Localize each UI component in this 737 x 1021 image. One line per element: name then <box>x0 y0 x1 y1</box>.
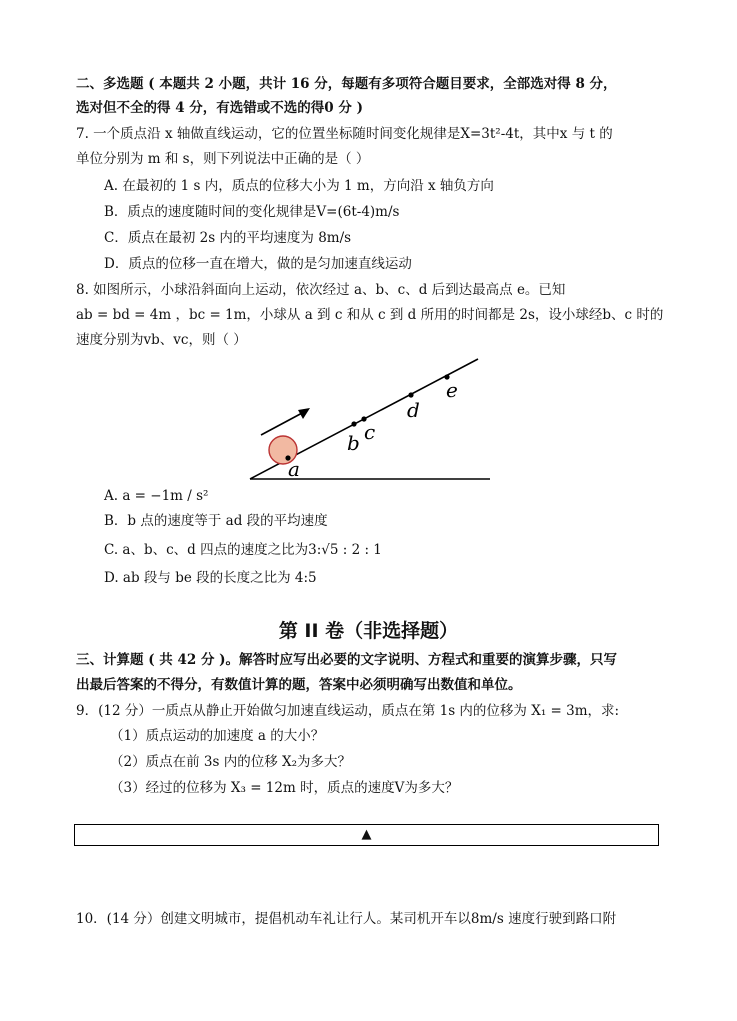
q9-part-2: （2）质点在前 3s 内的位移 X₂为多大？ <box>110 754 352 770</box>
q8-option-a: A. a = −1m / s² <box>104 488 209 504</box>
q9-part-3: （3）经过的位移为 X₃ = 12m 时，质点的速度V为多大？ <box>110 780 459 796</box>
q7-option-b: B．质点的速度随时间的变化规律是V=(6t-4)m/s <box>104 204 400 220</box>
label-b: b <box>347 431 360 455</box>
answer-box[interactable] <box>74 824 659 846</box>
q8-option-d: D. ab 段与 be 段的长度之比为 4:5 <box>104 570 317 586</box>
incline-figure <box>240 355 500 485</box>
q9-part-1: （1）质点运动的加速度 a 的大小？ <box>110 728 325 744</box>
label-a: a <box>288 457 300 481</box>
section3-header-line1: 三、计算题 ( 共 42 分 )。解答时应写出必要的文字说明、方程式和重要的演算步骤，只写 <box>76 652 618 668</box>
q7-stem-line2: 单位分别为 m 和 s，则下列说法中正确的是（ ） <box>76 151 370 167</box>
point-b <box>351 421 356 426</box>
part2-title: 第 II 卷（非选择题） <box>278 620 459 642</box>
label-c: c <box>364 420 376 444</box>
section2-header-line1: 二、多选题 ( 本题共 2 小题，共计 16 分，每题有多项符合题目要求，全部选对得 8 分， <box>76 76 617 92</box>
q7-stem-line1: 7. 一个质点沿 x 轴做直线运动，它的位置坐标随时间变化规律是X=3t²-4t，其中x 与 t 的 <box>76 126 613 142</box>
q10-stem: 10．(14 分）创建文明城市，提倡机动车礼让行人。某司机开车以8m/s 速度行驶到路口附 <box>76 911 617 927</box>
q8-stem-line1: 8. 如图所示，小球沿斜面向上运动，依次经过 a、b、c、d 后到达最高点 e。已知 <box>76 282 566 298</box>
point-d <box>408 392 413 397</box>
q7-option-d: D．质点的位移一直在增大，做的是匀加速直线运动 <box>104 256 412 272</box>
q9-stem: 9．(12 分）一质点从静止开始做匀加速直线运动，质点在第 1s 内的位移为 X₁ = 3m，求: <box>76 703 620 719</box>
label-d: d <box>407 398 420 422</box>
q8-stem-line3: 速度分别为vb、vc，则（ ） <box>76 332 247 348</box>
q7-option-a: A. 在最初的 1 s 内，质点的位移大小为 1 m，方向沿 x 轴负方向 <box>104 178 494 194</box>
q8-option-c: C. a、b、c、d 四点的速度之比为3:√5 : 2 : 1 <box>104 542 382 558</box>
q8-stem-line2: ab = bd = 4m ，bc = 1m，小球从 a 到 c 和从 c 到 d 所用的时间都是 2s，设小球经b、c 时的 <box>76 307 664 323</box>
section2-header-line2: 选对但不全的得 4 分，有选错或不选的得0 分 ) <box>76 100 363 116</box>
label-e: e <box>446 378 458 402</box>
answer-marker-icon: ▲ <box>361 827 372 842</box>
q8-option-b: B．b 点的速度等于 ad 段的平均速度 <box>104 513 328 529</box>
q7-option-c: C．质点在最初 2s 内的平均速度为 8m/s <box>104 230 352 246</box>
direction-arrow <box>261 412 304 435</box>
section3-header-line2: 出最后答案的不得分，有数值计算的题，答案中必须明确写出数值和单位。 <box>76 677 522 693</box>
